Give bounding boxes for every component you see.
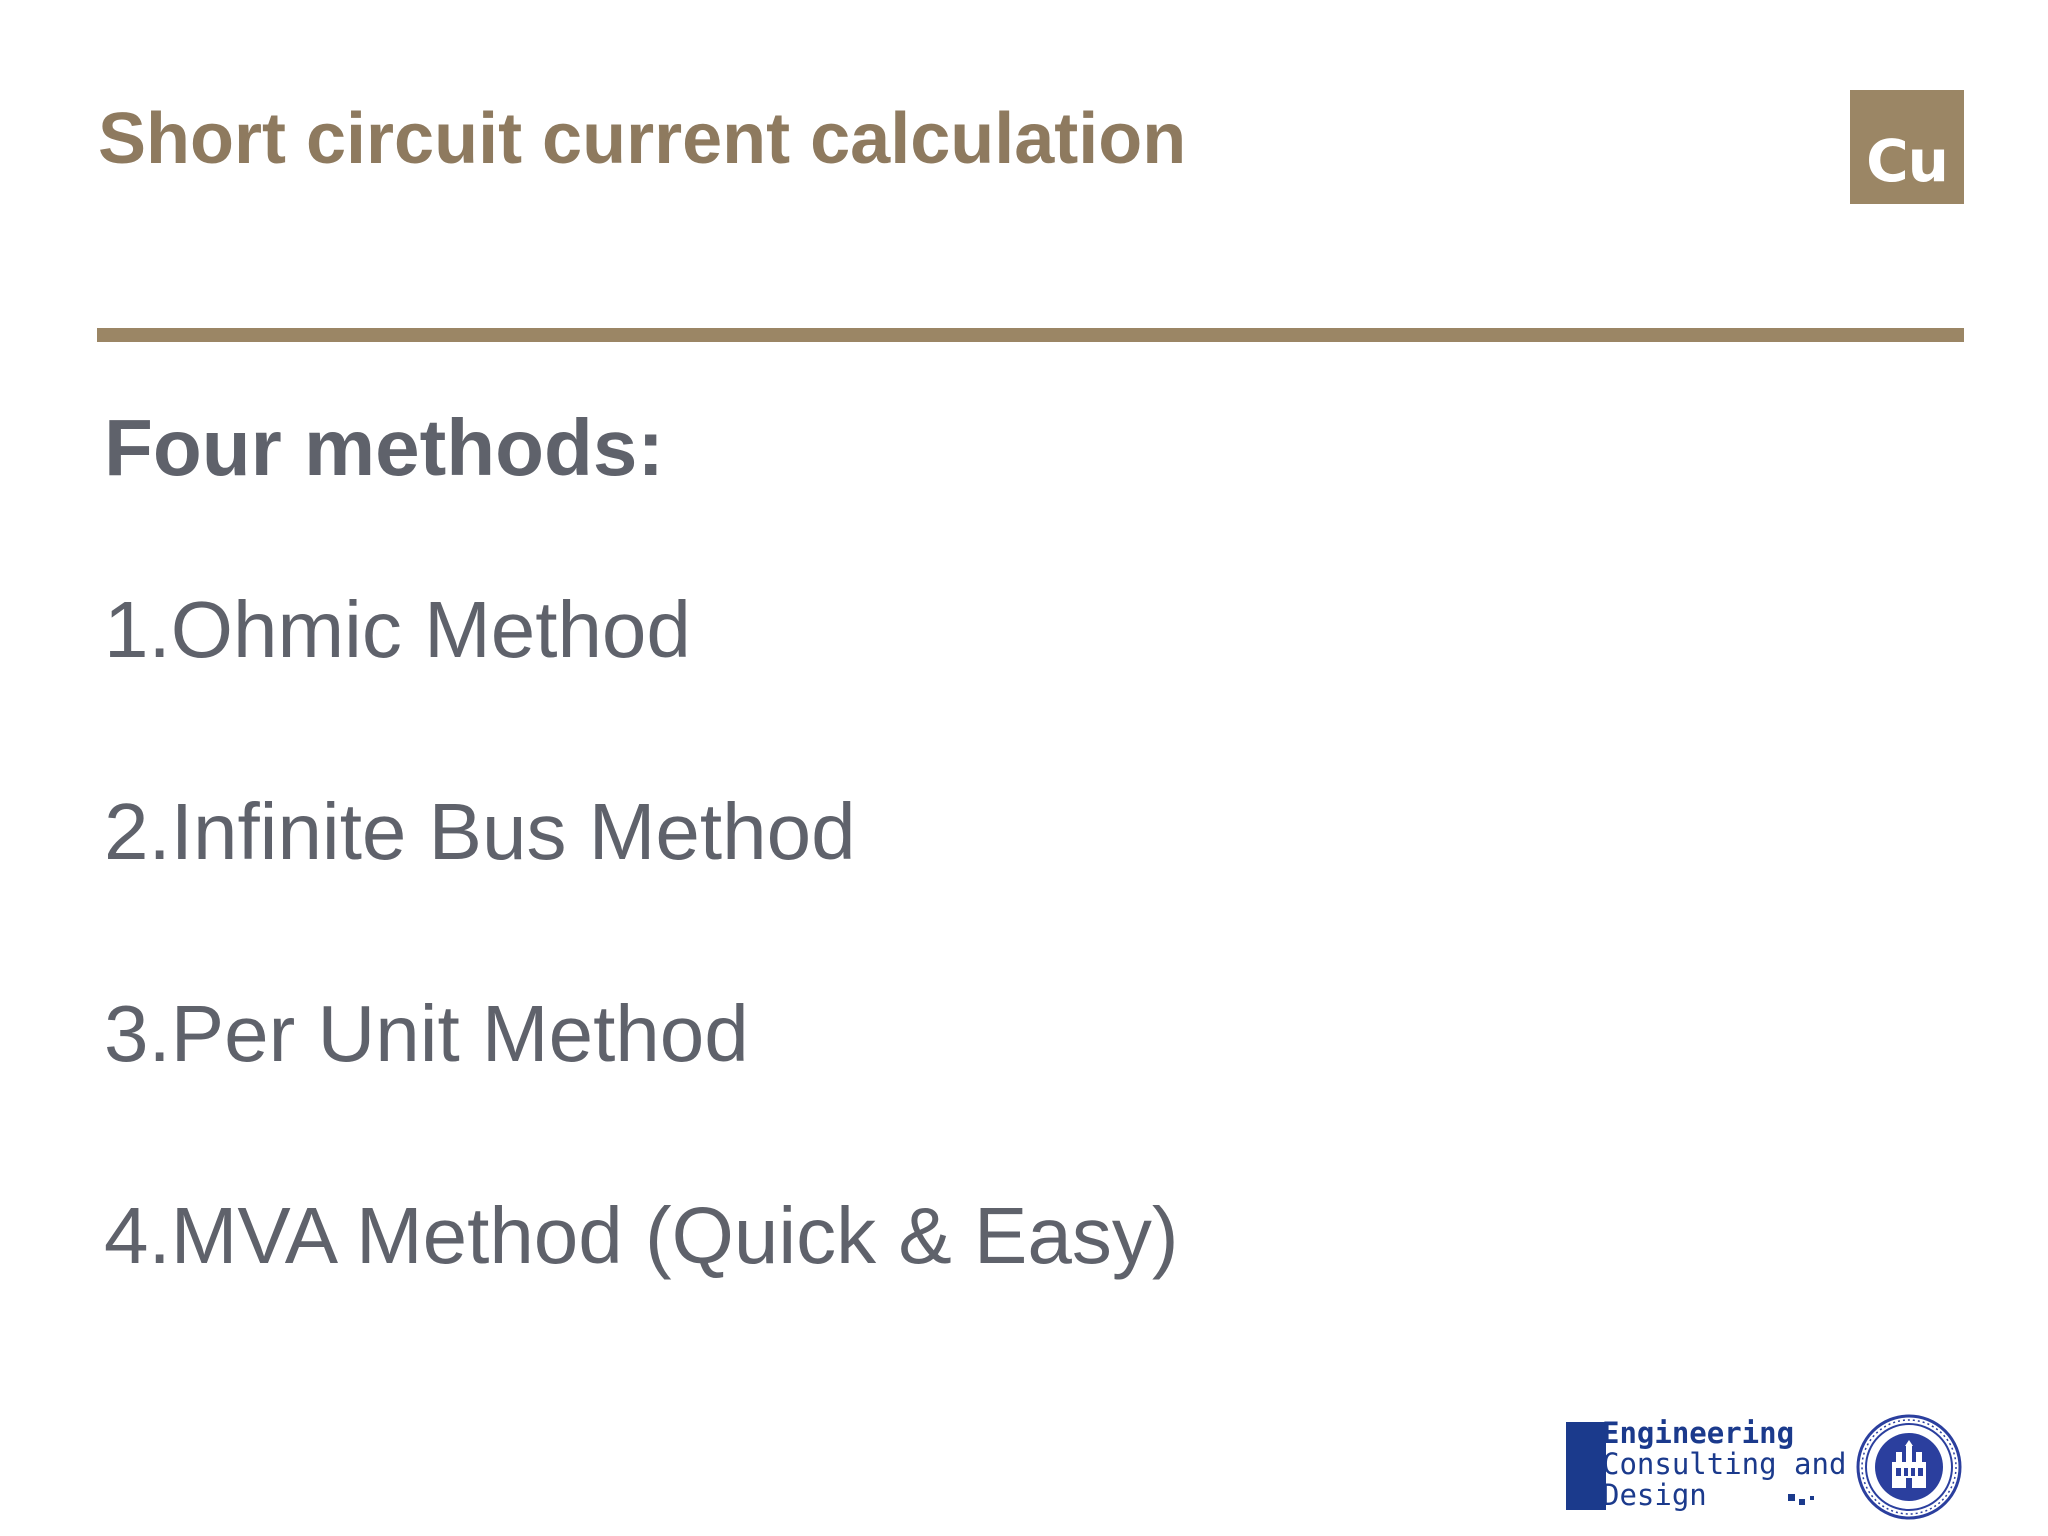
content-heading: Four methods: <box>104 403 664 492</box>
method-item-per-unit: 3.Per Unit Method <box>104 989 749 1078</box>
method-item-infinite-bus: 2.Infinite Bus Method <box>104 787 856 876</box>
method-item-mva: 4.MVA Method (Quick & Easy) <box>104 1191 1179 1280</box>
ecd-logo <box>1566 1416 1847 1512</box>
ecd-logo-line-engineering: Engineering <box>1602 1416 1795 1450</box>
ecd-logo-line-consulting: Consulting and <box>1602 1447 1847 1481</box>
ecd-logo-dots-icon <box>1788 1492 1818 1506</box>
method-item-ohmic: 1.Ohmic Method <box>104 585 691 674</box>
ecd-logo-bar <box>1566 1422 1606 1510</box>
university-seal-icon <box>1856 1414 1962 1520</box>
ecd-logo-line-design: Design <box>1602 1478 1707 1512</box>
cu-badge: Cu <box>1850 90 1964 204</box>
slide-title: Short circuit current calculation <box>98 99 1187 179</box>
title-divider <box>97 328 1964 342</box>
